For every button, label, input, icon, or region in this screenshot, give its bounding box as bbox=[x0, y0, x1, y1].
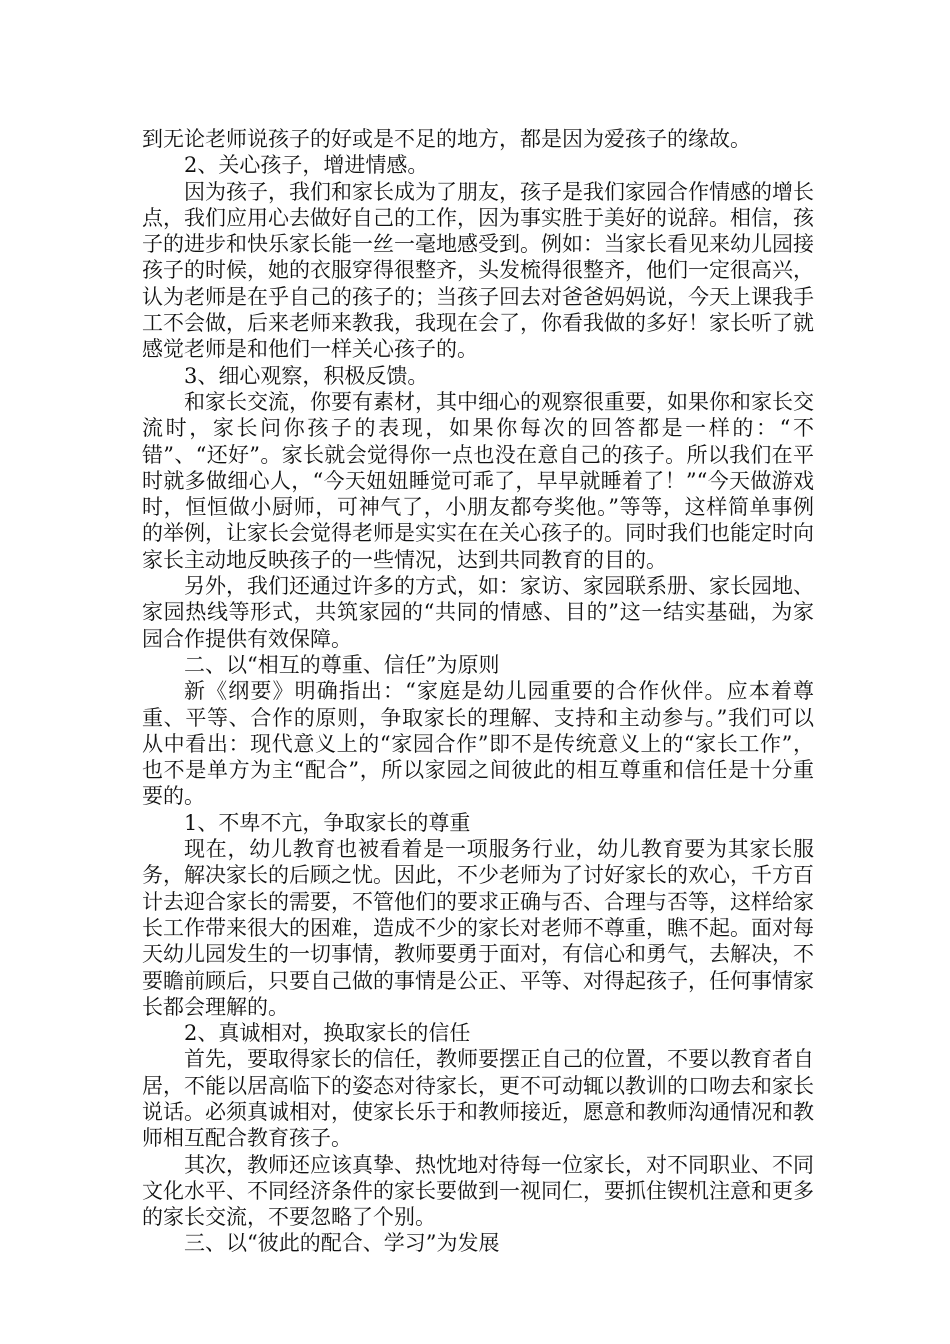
paragraph-careful-observation: 和家长交流，你要有素材，其中细心的观察很重要，如果你和家长交流时，家长问你孩子的表现，如果你每次的回答都是一样的：“不错”、“还好”。家长就会觉得你一点也没在意自己的孩子。所以我们在平时就多做细心人，“今天妞妞睡觉可乖了，早早就睡着了！”“今天做游戏时，恒恒做小厨师，可神气了，小朋友都夸奖他。”等等，这样简单事例的举例，让家长会觉得老师是实实在在关心孩子的。同时我们也能定时向家长主动地反映孩子的一些情况，达到共同教育的目的。 bbox=[142, 389, 814, 572]
paragraph-other-methods: 另外，我们还通过许多的方式，如：家访、家园联系册、家长园地、家园热线等形式，共筑家园的“共同的情感、目的”这一结实基础，为家园合作提供有效保障。 bbox=[142, 574, 814, 651]
paragraph-guidelines: 新《纲要》明确指出：“家庭是幼儿园重要的合作伙伴。应本着尊重、平等、合作的原则，争取家长的理解、支持和主动参与。”我们可以从中看出：现代意义上的“家园合作”即不是传统意义上的“家长工作”，也不是单方为主“配合”，所以家园之间彼此的相互尊重和信任是十分重要的。 bbox=[142, 679, 814, 809]
section-heading-cooperation-learning: 三、以“彼此的配合、学习”为发展 bbox=[184, 1231, 500, 1256]
paragraph-earn-trust-second: 其次，教师还应该真挚、热忱地对待每一位家长，对不同职业、不同文化水平、不同经济条件的家长要做到一视同仁，要抓住锲机注意和更多的家长交流，不要忽略了个别。 bbox=[142, 1152, 814, 1230]
subheading-earn-respect: 1、不卑不亢，争取家长的尊重 bbox=[184, 810, 471, 835]
document-body bbox=[142, 126, 814, 1257]
subheading-careful-observation: 3、细心观察，积极反馈。 bbox=[184, 363, 429, 388]
paragraph-earn-trust-first: 首先，要取得家长的信任，教师要摆正自己的位置，不要以教育者自居，不能以居高临下的姿态对待家长，更不可动辄以教训的口吻去和家长说话。必须真诚相对，使家长乐于和教师接近，愿意和教师沟通情况和教师相互配合教育孩子。 bbox=[142, 1047, 814, 1151]
subheading-earn-trust: 2、真诚相对，换取家长的信任 bbox=[184, 1021, 471, 1046]
section-heading-respect-trust: 二、以“相互的尊重、信任”为原则 bbox=[184, 652, 500, 677]
subheading-care-for-children: 2、关心孩子，增进情感。 bbox=[184, 153, 429, 178]
paragraph-earn-respect: 现在，幼儿教育也被看着是一项服务行业，幼儿教育要为其家长服务，解决家长的后顾之忧。因此，不少老师为了讨好家长的欢心，千方百计去迎合家长的需要，不管他们的要求正确与否、合理与否等，这样给家长工作带来很大的困难，造成不少的家长对老师不尊重，瞧不起。面对每天幼儿园发生的一切事情，教师要勇于面对，有信心和勇气，去解决，不要瞻前顾后，只要自己做的事情是公正、平等、对得起孩子，任何事情家长都会理解的。 bbox=[142, 837, 814, 1019]
paragraph-continuation: 到无论老师说孩子的好或是不足的地方，都是因为爱孩子的缘故。 bbox=[142, 127, 751, 151]
paragraph-care-for-children: 因为孩子，我们和家长成为了朋友，孩子是我们家园合作情感的增长点，我们应用心去做好自己的工作，因为事实胜于美好的说辞。相信，孩子的进步和快乐家长能一丝一毫地感受到。例如：当家长看见来幼儿园接孩子的时候，她的衣服穿得很整齐，头发梳得很整齐，他们一定很高兴，认为老师是在乎自己的孩子的；当孩子回去对爸爸妈妈说，今天上课我手工不会做，后来老师来教我，我现在会了，你看我做的多好！家长听了就感觉老师是和他们一样关心孩子的。 bbox=[142, 179, 814, 362]
